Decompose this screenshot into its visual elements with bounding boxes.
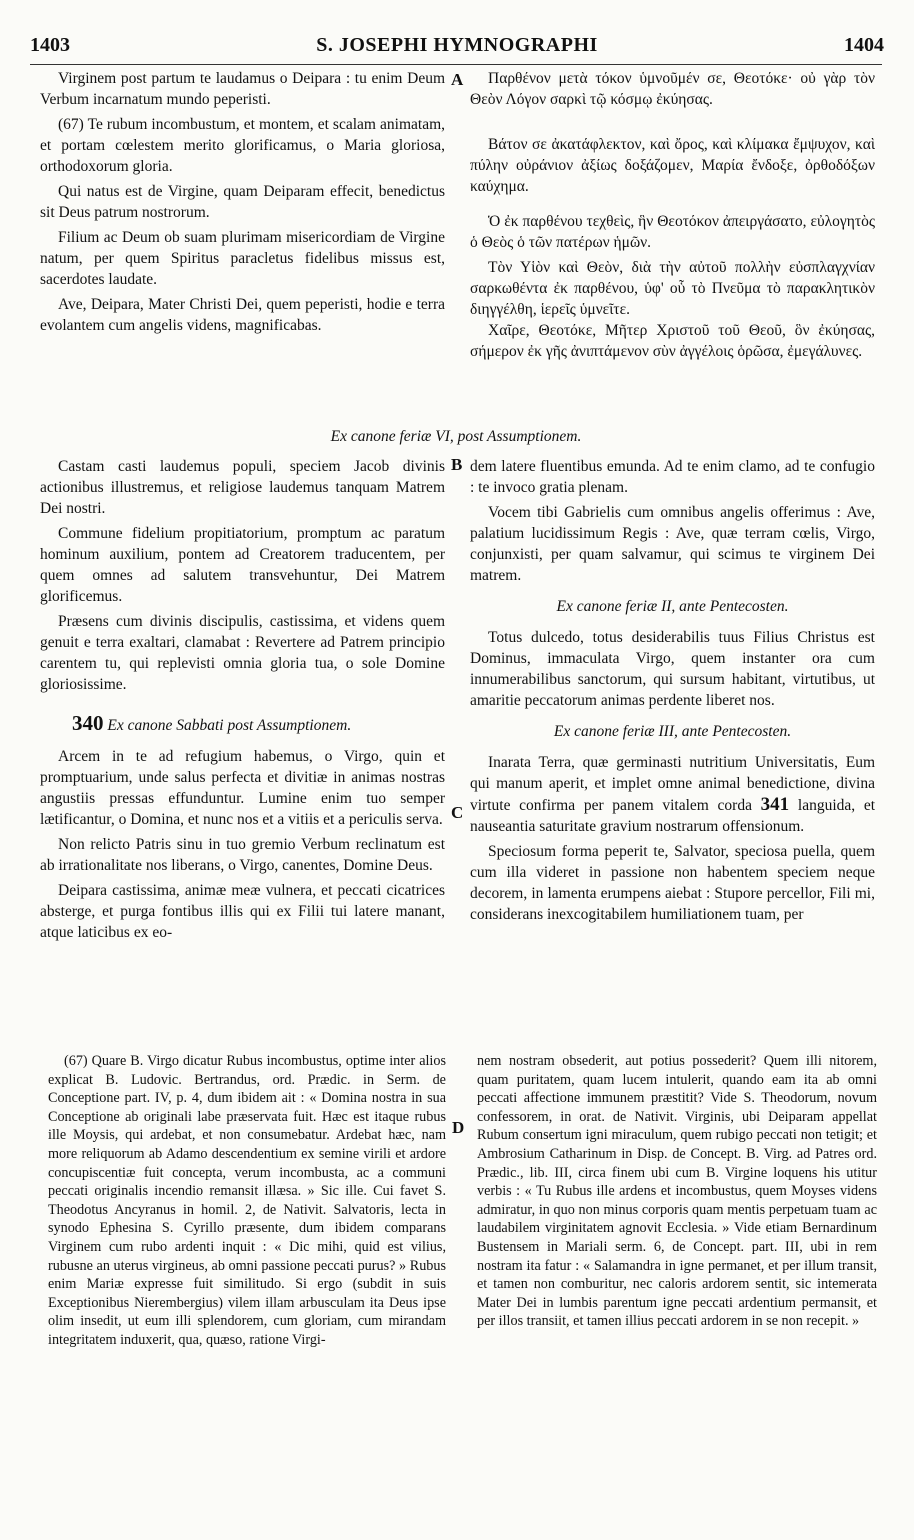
paragraph-text: Inarata Terra, quæ germinasti nutritium Universitatis, Eum qui manum aperit, et implet omne animal benedictione, divina virtute confirma per panem vitalem corda bbox=[470, 754, 875, 814]
paragraph: (67) Te rubum incombustum, et montem, et scalam animatam, et portam cœlestem merito glorificamus, o Maria gloriosa, orthodoxorum gloria. bbox=[40, 116, 445, 175]
paragraph: Speciosum forma peperit te, Salvator, speciosa puella, quem cum illa videret in passione non habentem speciem neque decorem, in lamenta erumpens aiebat : Stupore percellor, Fili mi, considerans inexcogitabilem humiliationem tuam, per bbox=[470, 843, 875, 923]
heading-text: Ex canone Sabbati post Assumptionem. bbox=[107, 717, 352, 734]
footnote-text: nem nostram obsederit, aut potius possederit? Quem illi nitorem, quam puritatem, quam lucem intulerit, quando eam ita ab omni peccati affectione immunem præstitit? Vide S. Theodorum, novum confessorem, in orat. de Nativit. Virginis, ubi Deiparam appellat Rubum consertum igni miraculum, quem rubigo peccati non tetigit; et Ambrosium Catharinum in Disp. de Concept. B. Virg. ad Patres ord. Prædic., lib. III, circa finem ubi cum B. Virgine loquens his utitur verbis : « Tu Rubus ille ardens et incombustus, quem Moyses videns admiratur, in quo non minus corporis quam mentis perpetuam tuam ac laudabilem virginitatem agnovit Ecclesia. » Vide etiam Bernardinum Bustensem in Mariali serm. 6, de Concept. part. III, ubi in rem nostram ita fatur : « Salamandra in igne permanet, et per illum transit, et tamen non comburitur, nec caloris ardorem sentit, sic intemerata Mater Dei in lumbis parentum igne peccati ardentium permansit, et per illos transiit, et tamen illius peccati ardorem in se non recepit. » bbox=[477, 1053, 877, 1330]
section-heading: Ex canone feriæ III, ante Pentecosten. bbox=[553, 723, 792, 740]
paragraph: dem latere fluentibus emunda. Ad te enim clamo, ad te confugio : te invoco gratia plenam. bbox=[470, 458, 875, 496]
paragraph: Τὸν Υἱὸν καὶ Θεὸν, διὰ τὴν αὐτοῦ πολλὴν εὐσπλαγχνίαν σαρκωθέντα ἐκ παρθένου, ὑφ' οὗ τὸ Πνεῦμα τὸ παρακλητικὸν διηγγέλθη, ἱερεῖς ὑμνεῖτε. bbox=[470, 259, 875, 318]
paragraph: Deipara castissima, animæ meæ vulnera, et peccati cicatrices absterge, et purga fontibus illis qui ex Filii tui latere manant, atque laticibus ex eo- bbox=[40, 882, 445, 941]
header-rule bbox=[30, 64, 882, 65]
paragraph: Totus dulcedo, totus desiderabilis tuus Filius Christus est Dominus, immaculata Virgo, quem instanter ora cum innumerabilibus sanctorum, qui sursum habitant, virtutibus, ut amaritie peccatorum animas perdente liberet nos. bbox=[470, 629, 875, 709]
running-title: S. JOSEPHI HYMNOGRAPHI bbox=[316, 34, 598, 56]
paragraph: Qui natus est de Virgine, quam Deiparam effecit, benedictus sit Deus patrum nostrorum. bbox=[40, 183, 445, 221]
paragraph: Arcem in te ad refugium habemus, o Virgo, quin et promptuarium, unde salus perfecta et divitiæ in animas nostras angustiis pressas effunduntur. Lumine enim tuo semper lætificantur, o Domina, et nunc nos et a vitiis et a periculis serva. bbox=[40, 748, 445, 828]
running-header bbox=[0, 28, 914, 62]
page-number-right: 1404 bbox=[844, 34, 884, 56]
paragraph bbox=[470, 752, 875, 837]
section-heading bbox=[40, 713, 445, 736]
margin-marker-d: D bbox=[452, 1118, 465, 1137]
paragraph: Ave, Deipara, Mater Christi Dei, quem peperisti, hodie e terra evolantem cum angelis videns, magnificabas. bbox=[40, 296, 445, 334]
margin-marker-c: C bbox=[451, 803, 464, 822]
left-column-top bbox=[40, 68, 445, 336]
paragraph: Χαῖρε, Θεοτόκε, Μῆτερ Χριστοῦ τοῦ Θεοῦ, ὃν ἐκύησας, σήμερον ἐκ γῆς ἀνιπτάμενον σὺν ἀγγέλοις ὁρῶσα, ἐμεγάλυνες. bbox=[470, 322, 875, 360]
margin-marker-a: A bbox=[451, 70, 464, 89]
paragraph: Præsens cum divinis discipulis, castissima, et videns quem genuit e terra exaltari, clamabat : Revertere ad Patrem principio carentem tu, qui replevisti omnia gloria tua, o sole Domine gloriosissime. bbox=[40, 613, 445, 693]
section-heading: Ex canone feriæ II, ante Pentecosten. bbox=[556, 598, 789, 615]
paragraph: Commune fidelium propitiatorium, promptum ac paratum hominum auxilium, pontem ad Creatorem traducentem, per quem omnes ad salutem transvehuntur, Dei Matrem glorificemus. bbox=[40, 525, 445, 605]
paragraph: Vocem tibi Gabrielis cum omnibus angelis offerimus : Ave, palatium lucidissimum Regis : Ave, quæ terram cœlis, Virgo, conjunxisti, per quam salvamur, qui scimus te virginem Dei matrem. bbox=[470, 504, 875, 584]
section-heading: Ex canone feriæ VI, post Assumptionem. bbox=[330, 428, 582, 445]
column-number: 341 bbox=[760, 794, 790, 815]
footnote-right bbox=[477, 1052, 877, 1331]
paragraph: Castam casti laudemus populi, speciem Jacob divinis actionibus illustremus, et religiose laudemus tanquam Matrem Dei nostri. bbox=[40, 458, 445, 517]
left-column-bottom bbox=[40, 456, 445, 943]
footnote-left bbox=[48, 1052, 446, 1350]
column-number: 340 bbox=[72, 711, 104, 735]
margin-marker-b: B bbox=[451, 455, 463, 474]
footnote-text: (67) Quare B. Virgo dicatur Rubus incombustus, optime inter alios explicat B. Ludovic. Bertrandus, ord. Prædic. in Serm. de Conceptione part. IV, p. 4, dum ibidem ait : « Domina nostra in sua Conceptione ab originali labe præservata fuit. Hæc est itaque rubus ille Moysis, qui ardebat, et non consumebatur. Ardebat hæc, nam more reliquorum ab Adamo descendentium ex semine virili et ardore concupiscentiæ fuit concepta, verum incombusta, ac a communi peccati originalis incendio remansit illæsa. » Sic ille. Cui favet S. Theodotus Ancyranus in homil. 2, de Nativit. Salvatoris, lecta in synodo Ephesina S. Cyrillo præsente, dum ibidem comparans Virginem cum rubo ardenti inquit : « Dic mihi, quid est vilius, rubusne an uterus virgineus, ab omni passione peccati purus? » Rubus enim Mariæ expresse fuit similitudo. Si ergo (subdit in suis Exceptionibus Nierembergius) vilem illam arbusculam ita Deus ipse olim insedit, ut eum illi splendorem, cum gloriam, cum mirandam integritatem induxerit, qua, quæso, ratione Virgi- bbox=[48, 1053, 446, 1348]
paragraph: Ὁ ἐκ παρθένου τεχθεὶς, ἣν Θεοτόκον ἀπειργάσατο, εὐλογητὸς ὁ Θεὸς ὁ τῶν πατέρων ἡμῶν. bbox=[470, 213, 875, 251]
right-column-bottom bbox=[470, 456, 875, 925]
right-column-top bbox=[470, 68, 875, 362]
paragraph: Παρθένον μετὰ τόκον ὑμνοῦμέν σε, Θεοτόκε· οὐ γὰρ τὸν Θεὸν Λόγον σαρκὶ τῷ κόσμῳ ἐκύησας. bbox=[470, 70, 875, 108]
paragraph: Βάτον σε ἀκατάφλεκτον, καὶ ὄρος, καὶ κλίμακα ἔμψυχον, καὶ πύλην οὐράνιον ἀξίως δοξάζομεν, Μαρία ἔνδοξε, ὀρθοδόξων καύχημα. bbox=[470, 136, 875, 195]
paragraph: Virginem post partum te laudamus o Deipara : tu enim Deum Verbum incarnatum mundo peperisti. bbox=[40, 70, 445, 108]
page-number-left: 1403 bbox=[30, 34, 70, 56]
paragraph: Filium ac Deum ob suam plurimam misericordiam de Virgine natum, per quem Spiritus paracletus fidelibus missus est, sacerdotes laudate. bbox=[40, 229, 445, 288]
paragraph: Non relicto Patris sinu in tuo gremio Verbum reclinatum est ab irrationalitate nos liberans, o Virgo, canentes, Domine Deus. bbox=[40, 836, 445, 874]
paragraph-text: languida, et nauseantia saturitate gravium nostrarum offensionum. bbox=[470, 797, 876, 835]
